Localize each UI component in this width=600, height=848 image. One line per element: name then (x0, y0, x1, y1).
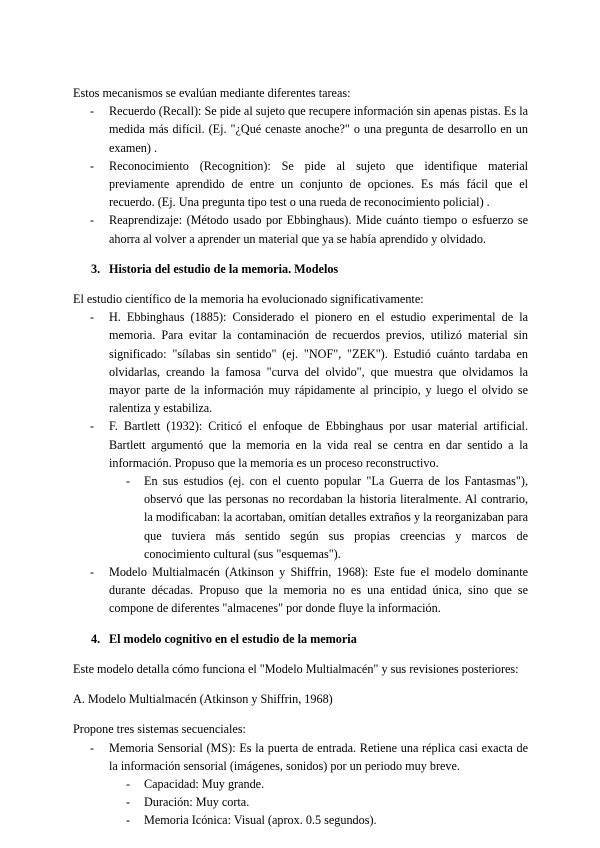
task-recognition: - Reconocimiento (Recognition): Se pide al sujeto que identifique material previamente aprendido de entre un conjunto de opciones. Es más fácil que el recuerdo. (Ej. Una pregunta tipo test o una rueda de reconocimiento policial) . (73, 157, 528, 212)
task-recall: - Recuerdo (Recall): Se pide al sujeto que recupere información sin apenas pistas. Es la medida más difícil. (Ej. "¿Qué cenaste anoche?" o una pregunta de desarrollo en un examen) . (73, 102, 528, 157)
section-3-title: Historia del estudio de la memoria. Modelos (109, 261, 339, 276)
history-list-continued (73, 563, 528, 618)
systems-intro: Propone tres sistemas secuenciales: (73, 722, 246, 737)
section-3-heading (73, 260, 528, 278)
section-4-intro: Este modelo detalla cómo funciona el "Modelo Multialmacén" y sus revisiones posteriores: (73, 661, 519, 676)
history-bartlett-text: F. Bartlett (1932): Criticó el enfoque de Ebbinghaus por usar material artificial. Bartlett argumentó que la memoria en la vida real se centra en dar sentido a la información. Propuso que la memoria es un proceso reconstructivo. (109, 419, 528, 470)
task-list (73, 102, 528, 248)
page-content (73, 84, 528, 830)
history-multistore: - Modelo Multialmacén (Atkinson y Shiffrin, 1968): Este fue el modelo dominante durante décadas. Propuso que la memoria no es una entidad única, sino que se compone de diferentes "almacenes" por donde fluye la información. (73, 563, 528, 618)
task-relearning: - Reaprendizaje: (Método usado por Ebbinghaus). Mide cuánto tiempo o esfuerzo se ahorra al volver a aprender un material que ya se había aprendido y olvidado. (73, 211, 528, 247)
section-3-number: 3. (91, 261, 101, 276)
section-4-number: 4. (91, 631, 101, 646)
sensory-duration: - Duración: Muy corta. (73, 793, 528, 811)
systems-list (73, 739, 528, 775)
section-4-heading (73, 630, 528, 648)
sensory-iconic: - Memoria Icónica: Visual (aprox. 0.5 segundos). (73, 811, 528, 829)
section-4-title: El modelo cognitivo en el estudio de la memoria (109, 631, 357, 646)
history-list (73, 308, 528, 472)
bartlett-study: - En sus estudios (ej. con el cuento popular "La Guerra de los Fantasmas"), observó que las personas no recordaban la historia literalmente. Al contrario, la modificaban: la acortaban, omitían detalles extraños y la reorganizaban para que tuviera más sentido según sus propias creencias y marcos de conocimiento cultural (sus "esquemas"). (73, 472, 528, 563)
bartlett-sublist (73, 472, 528, 563)
history-ebbinghaus: - H. Ebbinghaus (1885): Considerado el pionero en el estudio experimental de la memoria. Para evitar la contaminación de recuerdos previos, utilizó material sin significado: "sílabas sin sentido" (ej. "NOF", "ZEK"). Estudió cuánto tardaba en olvidarlas, creando la famosa "curva del olvido", que muestra que olvidamos la mayor parte de la información muy rápidamente al principio, y luego el olvido se ralentiza y estabiliza. (73, 308, 528, 417)
system-sensory-memory: - Memoria Sensorial (MS): Es la puerta de entrada. Retiene una réplica casi exacta de la información sensorial (imágenes, sonidos) por un periodo muy breve. (73, 739, 528, 775)
intro-paragraph: Estos mecanismos se evalúan mediante diferentes tareas: (73, 86, 351, 100)
history-bartlett (73, 417, 528, 472)
sensory-details-list (73, 775, 528, 830)
section-3-intro: El estudio científico de la memoria ha evolucionado significativamente: (73, 292, 424, 307)
sensory-capacity: - Capacidad: Muy grande. (73, 775, 528, 793)
section-4-subheading: A. Modelo Multialmacén (Atkinson y Shiffrin, 1968) (73, 692, 333, 707)
